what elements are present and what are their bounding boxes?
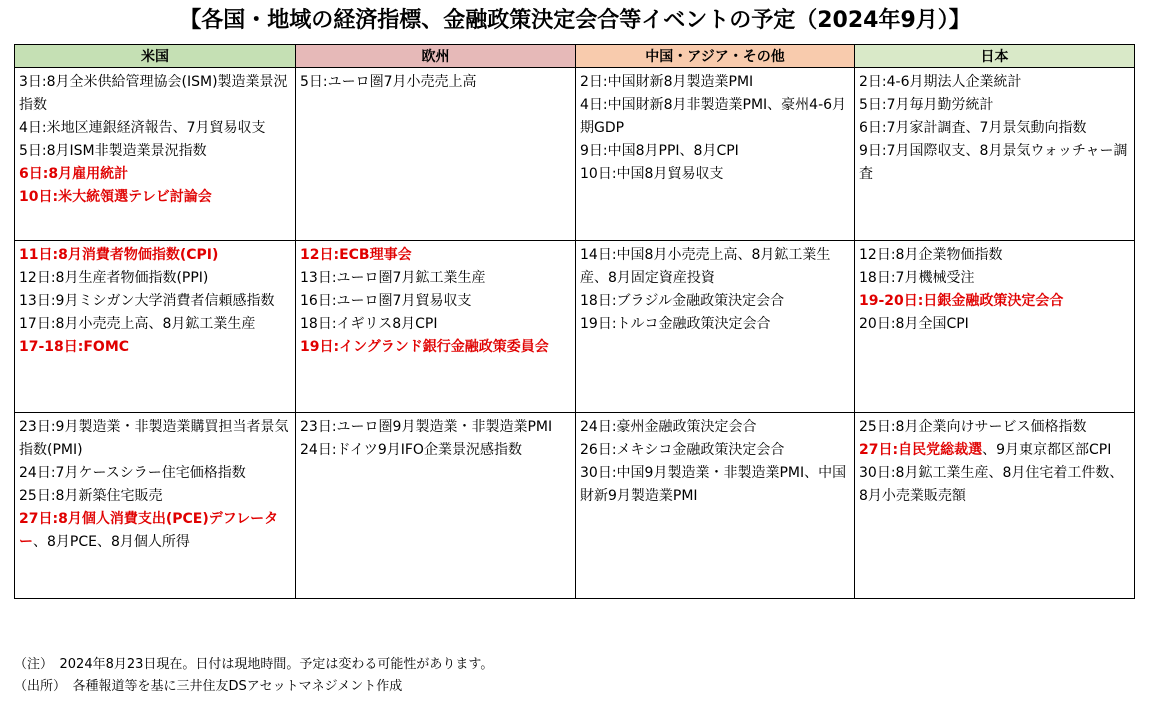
cell-us — [15, 68, 296, 241]
cell-us — [15, 413, 296, 599]
event-text: 23日:ユーロ圏9月製造業・非製造業PMI — [300, 419, 553, 435]
highlighted-event-text: 27日:自民党総裁選 — [859, 442, 983, 458]
cell-japan — [855, 413, 1135, 599]
event-item — [19, 186, 291, 209]
cell-us — [15, 241, 296, 413]
table-row — [15, 68, 1135, 241]
event-item — [859, 140, 1130, 186]
event-item — [19, 485, 291, 508]
event-text: 24日:7月ケースシラー住宅価格指数 — [19, 465, 246, 481]
highlighted-event-text: 19-20日:日銀金融政策決定会合 — [859, 293, 1064, 309]
highlighted-event-text: 27日:8月個人消費支出(PCE)デフレーター — [19, 511, 279, 550]
event-text: 14日:中国8月小売売上高、8月鉱工業生産、8月固定資産投資 — [580, 247, 831, 286]
event-text: 24日:ドイツ9月IFO企業景況感指数 — [300, 442, 522, 458]
event-item — [300, 313, 571, 336]
event-text: 4日:米地区連銀経済報告、7月貿易収支 — [19, 120, 266, 136]
header-japan: 日本 — [855, 45, 1135, 68]
cell-japan — [855, 68, 1135, 241]
event-item — [19, 290, 291, 313]
event-item — [19, 313, 291, 336]
event-item — [859, 94, 1130, 117]
event-item — [19, 462, 291, 485]
highlighted-event-text: 11日:8月消費者物価指数(CPI) — [19, 247, 219, 263]
event-text: 、8月PCE、8月個人所得 — [33, 534, 190, 550]
event-text: 18日:7月機械受注 — [859, 270, 975, 286]
event-item — [580, 163, 850, 186]
event-text: 3日:8月全米供給管理協会(ISM)製造業景況指数 — [19, 74, 288, 113]
event-item — [580, 140, 850, 163]
highlighted-event-text: 10日:米大統領選テレビ討論会 — [19, 189, 212, 205]
event-item — [300, 439, 571, 462]
event-item — [859, 244, 1130, 267]
cell-europe — [296, 241, 576, 413]
header-us: 米国 — [15, 45, 296, 68]
event-text: 9日:中国8月PPI、8月CPI — [580, 143, 739, 159]
event-text: 9日:7月国際収支、8月景気ウォッチャー調査 — [859, 143, 1128, 182]
event-text: 2日:中国財新8月製造業PMI — [580, 74, 754, 90]
event-item — [300, 71, 571, 94]
event-item — [300, 244, 571, 267]
event-item — [859, 416, 1130, 439]
event-text: 25日:8月新築住宅販売 — [19, 488, 163, 504]
header-china-asia-other: 中国・アジア・その他 — [576, 45, 855, 68]
event-item — [580, 313, 850, 336]
event-item — [19, 163, 291, 186]
event-item — [580, 290, 850, 313]
event-text: 25日:8月企業向けサービス価格指数 — [859, 419, 1087, 435]
cell-china-asia-other — [576, 413, 855, 599]
event-item — [580, 244, 850, 290]
event-text: 4日:中国財新8月非製造業PMI、豪州4-6月期GDP — [580, 97, 847, 136]
event-text: 10日:中国8月貿易収支 — [580, 166, 724, 182]
event-text: 23日:9月製造業・非製造業購買担当者景気指数(PMI) — [19, 419, 289, 458]
event-item — [300, 267, 571, 290]
event-item — [859, 439, 1130, 462]
event-item — [580, 439, 850, 462]
highlighted-event-text: 12日:ECB理事会 — [300, 247, 412, 263]
event-item — [580, 462, 850, 508]
event-item — [859, 267, 1130, 290]
event-text: 26日:メキシコ金融政策決定会合 — [580, 442, 785, 458]
event-text: 5日:7月毎月勤労統計 — [859, 97, 994, 113]
event-text: 5日:8月ISM非製造業景況指数 — [19, 143, 207, 159]
event-text: 12日:8月企業物価指数 — [859, 247, 1003, 263]
event-item — [19, 244, 291, 267]
cell-europe — [296, 413, 576, 599]
highlighted-event-text: 6日:8月雇用統計 — [19, 166, 129, 182]
note-line: （注） 2024年8月23日現在。日付は現地時間。予定は変わる可能性があります。 — [14, 657, 494, 672]
table-header-row — [15, 45, 1135, 68]
event-item — [19, 71, 291, 117]
event-text: 16日:ユーロ圏7月貿易収支 — [300, 293, 472, 309]
event-item — [300, 290, 571, 313]
event-text: 17日:8月小売売上高、8月鉱工業生産 — [19, 316, 256, 332]
event-item — [580, 416, 850, 439]
event-text: 13日:ユーロ圏7月鉱工業生産 — [300, 270, 486, 286]
event-item — [19, 416, 291, 462]
header-europe: 欧州 — [296, 45, 576, 68]
event-item — [19, 267, 291, 290]
event-item — [19, 336, 291, 359]
event-item — [859, 117, 1130, 140]
event-text: 19日:トルコ金融政策決定会合 — [580, 316, 771, 332]
event-item — [859, 462, 1130, 508]
event-text: 13日:9月ミシガン大学消費者信頼感指数 — [19, 293, 275, 309]
event-item — [859, 313, 1130, 336]
event-item — [580, 94, 850, 140]
event-item — [300, 336, 571, 359]
event-text: 6日:7月家計調査、7月景気動向指数 — [859, 120, 1087, 136]
event-item — [859, 290, 1130, 313]
cell-europe — [296, 68, 576, 241]
event-text: 30日:8月鉱工業生産、8月住宅着工件数、8月小売業販売額 — [859, 465, 1124, 504]
event-text: 20日:8月全国CPI — [859, 316, 969, 332]
cell-china-asia-other — [576, 241, 855, 413]
event-schedule-table — [14, 44, 1135, 599]
event-item — [19, 508, 291, 554]
event-item — [19, 140, 291, 163]
source-line: （出所） 各種報道等を基に三井住友DSアセットマネジメント作成 — [14, 679, 403, 694]
cell-china-asia-other — [576, 68, 855, 241]
highlighted-event-text: 19日:イングランド銀行金融政策委員会 — [300, 339, 549, 355]
event-item — [580, 71, 850, 94]
page-title: 【各国・地域の経済指標、金融政策決定会合等イベントの予定（2024年9月）】 — [179, 8, 971, 33]
footnotes — [14, 654, 493, 698]
event-text: 5日:ユーロ圏7月小売売上高 — [300, 74, 477, 90]
event-text: 18日:ブラジル金融政策決定会合 — [580, 293, 785, 309]
event-item — [859, 71, 1130, 94]
cell-japan — [855, 241, 1135, 413]
table-row — [15, 413, 1135, 599]
event-text: 、9月東京都区部CPI — [982, 442, 1112, 458]
highlighted-event-text: 17-18日:FOMC — [19, 339, 130, 355]
event-text: 12日:8月生産者物価指数(PPI) — [19, 270, 209, 286]
event-item — [19, 117, 291, 140]
event-item — [300, 416, 571, 439]
event-text: 18日:イギリス8月CPI — [300, 316, 438, 332]
table-row — [15, 241, 1135, 413]
event-text: 24日:豪州金融政策決定会合 — [580, 419, 757, 435]
event-text: 30日:中国9月製造業・非製造業PMI、中国財新9月製造業PMI — [580, 465, 847, 504]
event-text: 2日:4-6月期法人企業統計 — [859, 74, 1022, 90]
